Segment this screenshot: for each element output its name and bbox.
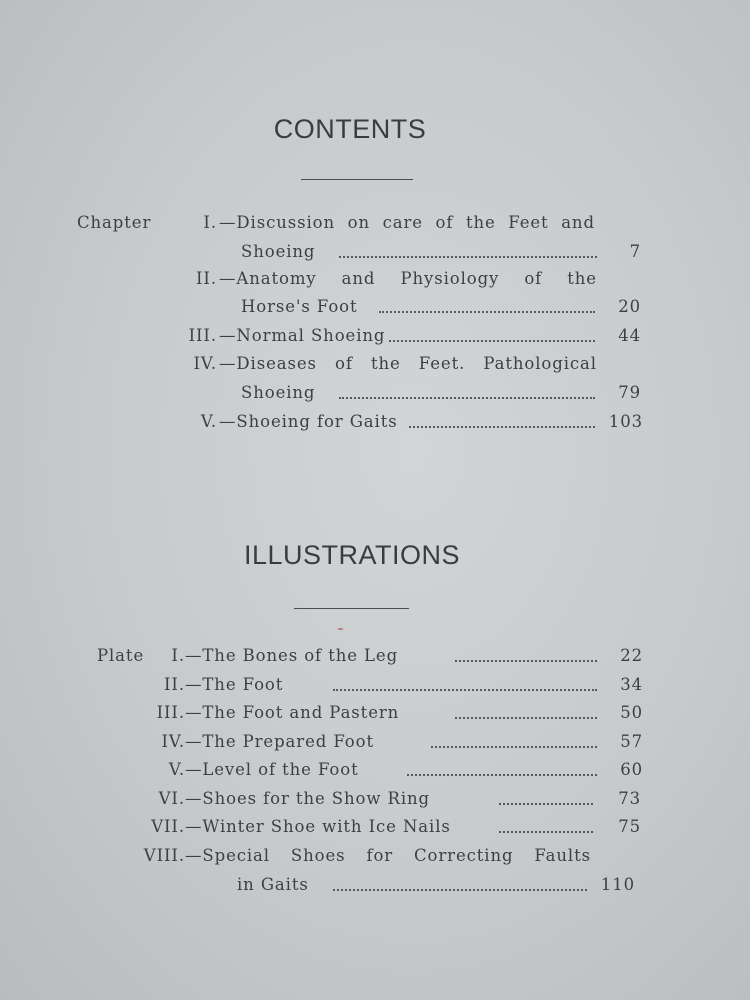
plate-numeral: IV. bbox=[161, 732, 185, 751]
contents-entry-continuation bbox=[77, 240, 647, 264]
chapter-title-line2: Shoeing bbox=[241, 242, 316, 261]
plate-title: —The Bones of the Leg bbox=[185, 646, 399, 665]
illustrations-entry bbox=[97, 844, 647, 868]
plate-title: —The Foot bbox=[185, 675, 284, 694]
illustrations-rule bbox=[294, 608, 409, 609]
contents-entry bbox=[77, 267, 647, 291]
illustrations-entry bbox=[97, 701, 647, 725]
illustrations-entry bbox=[97, 644, 647, 668]
illustrations-entry bbox=[97, 787, 647, 811]
page-number: 44 bbox=[618, 326, 641, 345]
illustrations-heading: ILLUSTRATIONS bbox=[243, 540, 461, 570]
plate-title-line1: —Special Shoes for Correcting Faults bbox=[185, 846, 591, 865]
page-number: 34 bbox=[620, 675, 643, 694]
illustrations-entry bbox=[97, 730, 647, 754]
chapter-title-line2: Shoeing bbox=[241, 383, 316, 402]
page-number: 79 bbox=[618, 383, 641, 402]
dot-leader bbox=[455, 717, 597, 719]
illustrations-entry-continuation bbox=[97, 873, 647, 897]
dot-leader bbox=[431, 746, 597, 748]
page-number: 57 bbox=[620, 732, 643, 751]
plate-title: —Shoes for the Show Ring bbox=[185, 789, 431, 808]
plate-label: Plate bbox=[97, 646, 145, 665]
chapter-numeral: III. bbox=[188, 326, 217, 345]
dot-leader bbox=[339, 256, 597, 258]
illustrations-entry bbox=[97, 758, 647, 782]
plate-numeral: VI. bbox=[158, 789, 185, 808]
chapter-label: Chapter bbox=[77, 213, 152, 232]
plate-title: —The Foot and Pastern bbox=[185, 703, 400, 722]
plate-numeral: I. bbox=[171, 646, 185, 665]
plate-title: —Winter Shoe with Ice Nails bbox=[185, 817, 451, 836]
plate-numeral: II. bbox=[164, 675, 185, 694]
chapter-title-line2: Horse's Foot bbox=[241, 297, 358, 316]
illustrations-entry bbox=[97, 815, 647, 839]
plate-numeral: III. bbox=[156, 703, 185, 722]
dot-leader bbox=[333, 889, 587, 891]
page-number: 7 bbox=[629, 242, 641, 261]
chapter-title-line1: —Anatomy and Physiology of the bbox=[219, 269, 597, 288]
dot-leader bbox=[499, 803, 593, 805]
page-number: 73 bbox=[618, 789, 641, 808]
contents-heading: CONTENTS bbox=[273, 114, 427, 144]
contents-entry bbox=[77, 410, 647, 434]
chapter-numeral: I. bbox=[203, 213, 217, 232]
page-number: 22 bbox=[620, 646, 643, 665]
plate-title: —The Prepared Foot bbox=[185, 732, 374, 751]
page-number: 110 bbox=[600, 875, 635, 894]
chapter-numeral: II. bbox=[196, 269, 217, 288]
dot-leader bbox=[455, 660, 597, 662]
illustrations-entry bbox=[97, 673, 647, 697]
chapter-title: —Normal Shoeing bbox=[219, 326, 386, 345]
contents-entry bbox=[77, 324, 647, 348]
chapter-title-line1: —Discussion on care of the Feet and bbox=[219, 213, 595, 232]
ink-speck bbox=[338, 628, 343, 630]
dot-leader bbox=[499, 831, 593, 833]
dot-leader bbox=[339, 397, 595, 399]
dot-leader bbox=[333, 689, 597, 691]
plate-title: —Level of the Foot bbox=[185, 760, 359, 779]
page-number: 103 bbox=[608, 412, 643, 431]
dot-leader bbox=[379, 311, 595, 313]
contents-entry-continuation bbox=[77, 295, 647, 319]
contents-entry bbox=[77, 211, 647, 235]
plate-numeral: VIII. bbox=[143, 846, 185, 865]
chapter-title-line1: —Diseases of the Feet. Pathological bbox=[219, 354, 597, 373]
chapter-numeral: IV. bbox=[193, 354, 217, 373]
page-number: 75 bbox=[618, 817, 641, 836]
plate-title-line2: in Gaits bbox=[237, 875, 309, 894]
contents-entry-continuation bbox=[77, 381, 647, 405]
chapter-numeral: V. bbox=[200, 412, 217, 431]
dot-leader bbox=[409, 426, 595, 428]
contents-rule bbox=[301, 179, 413, 180]
page-number: 60 bbox=[620, 760, 643, 779]
dot-leader bbox=[407, 774, 597, 776]
plate-numeral: V. bbox=[168, 760, 185, 779]
page-number: 50 bbox=[620, 703, 643, 722]
chapter-title: —Shoeing for Gaits bbox=[219, 412, 398, 431]
contents-entry bbox=[77, 352, 647, 376]
dot-leader bbox=[389, 340, 595, 342]
plate-numeral: VII. bbox=[151, 817, 185, 836]
page-number: 20 bbox=[618, 297, 641, 316]
